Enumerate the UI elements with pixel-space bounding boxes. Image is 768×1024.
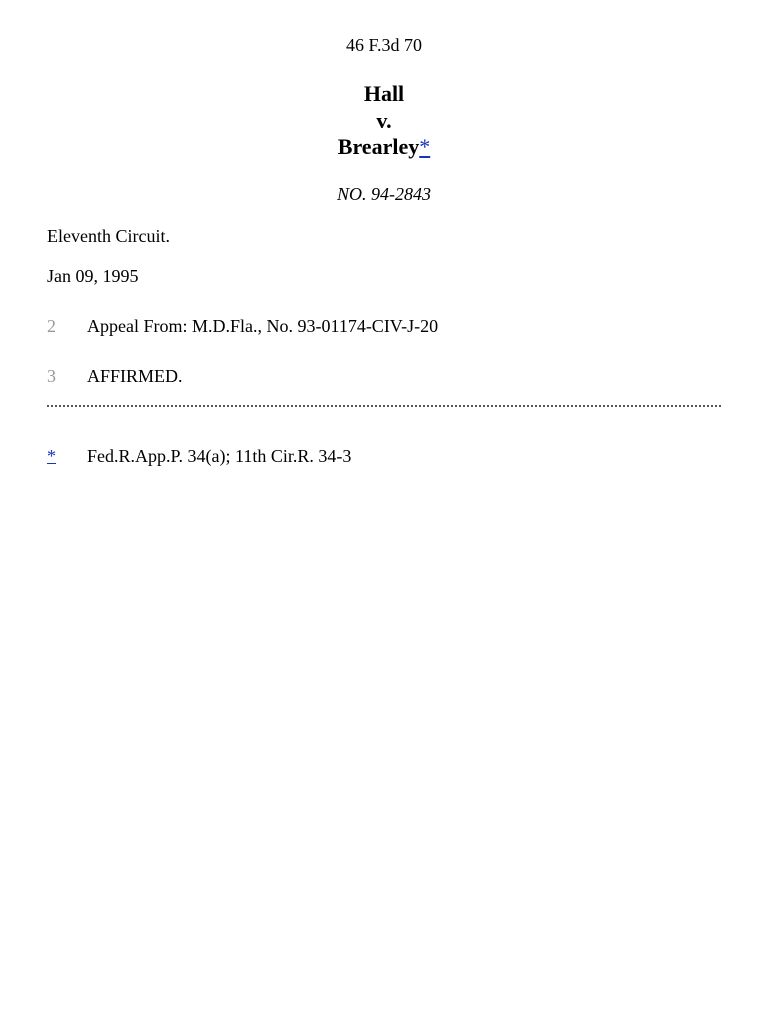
paragraph-text: AFFIRMED. [87, 366, 183, 386]
footnote-reference-link[interactable]: * [419, 134, 431, 159]
footnote-text: Fed.R.App.P. 34(a); 11th Cir.R. 34-3 [87, 446, 352, 466]
decision-date: Jan 09, 1995 [47, 266, 139, 286]
footnote [47, 446, 351, 467]
paragraph [47, 366, 183, 387]
court-name: Eleventh Circuit. [47, 226, 170, 246]
paragraph-number: 3 [47, 366, 56, 386]
footnote-divider [47, 405, 721, 407]
paragraph-text: Appeal From: M.D.Fla., No. 93-01174-CIV-J-20 [87, 316, 439, 336]
case-citation: 46 F.3d 70 [345, 35, 423, 55]
party-two-line [0, 134, 768, 161]
paragraph-number: 2 [47, 316, 56, 336]
party-one: Hall [363, 81, 405, 106]
paragraph [47, 316, 438, 337]
versus-label: v. [376, 107, 392, 133]
party-two: Brearley [337, 134, 420, 159]
docket-number: NO. 94-2843 [337, 184, 431, 204]
case-title [0, 81, 768, 161]
footnote-backlink[interactable]: * [47, 446, 56, 466]
